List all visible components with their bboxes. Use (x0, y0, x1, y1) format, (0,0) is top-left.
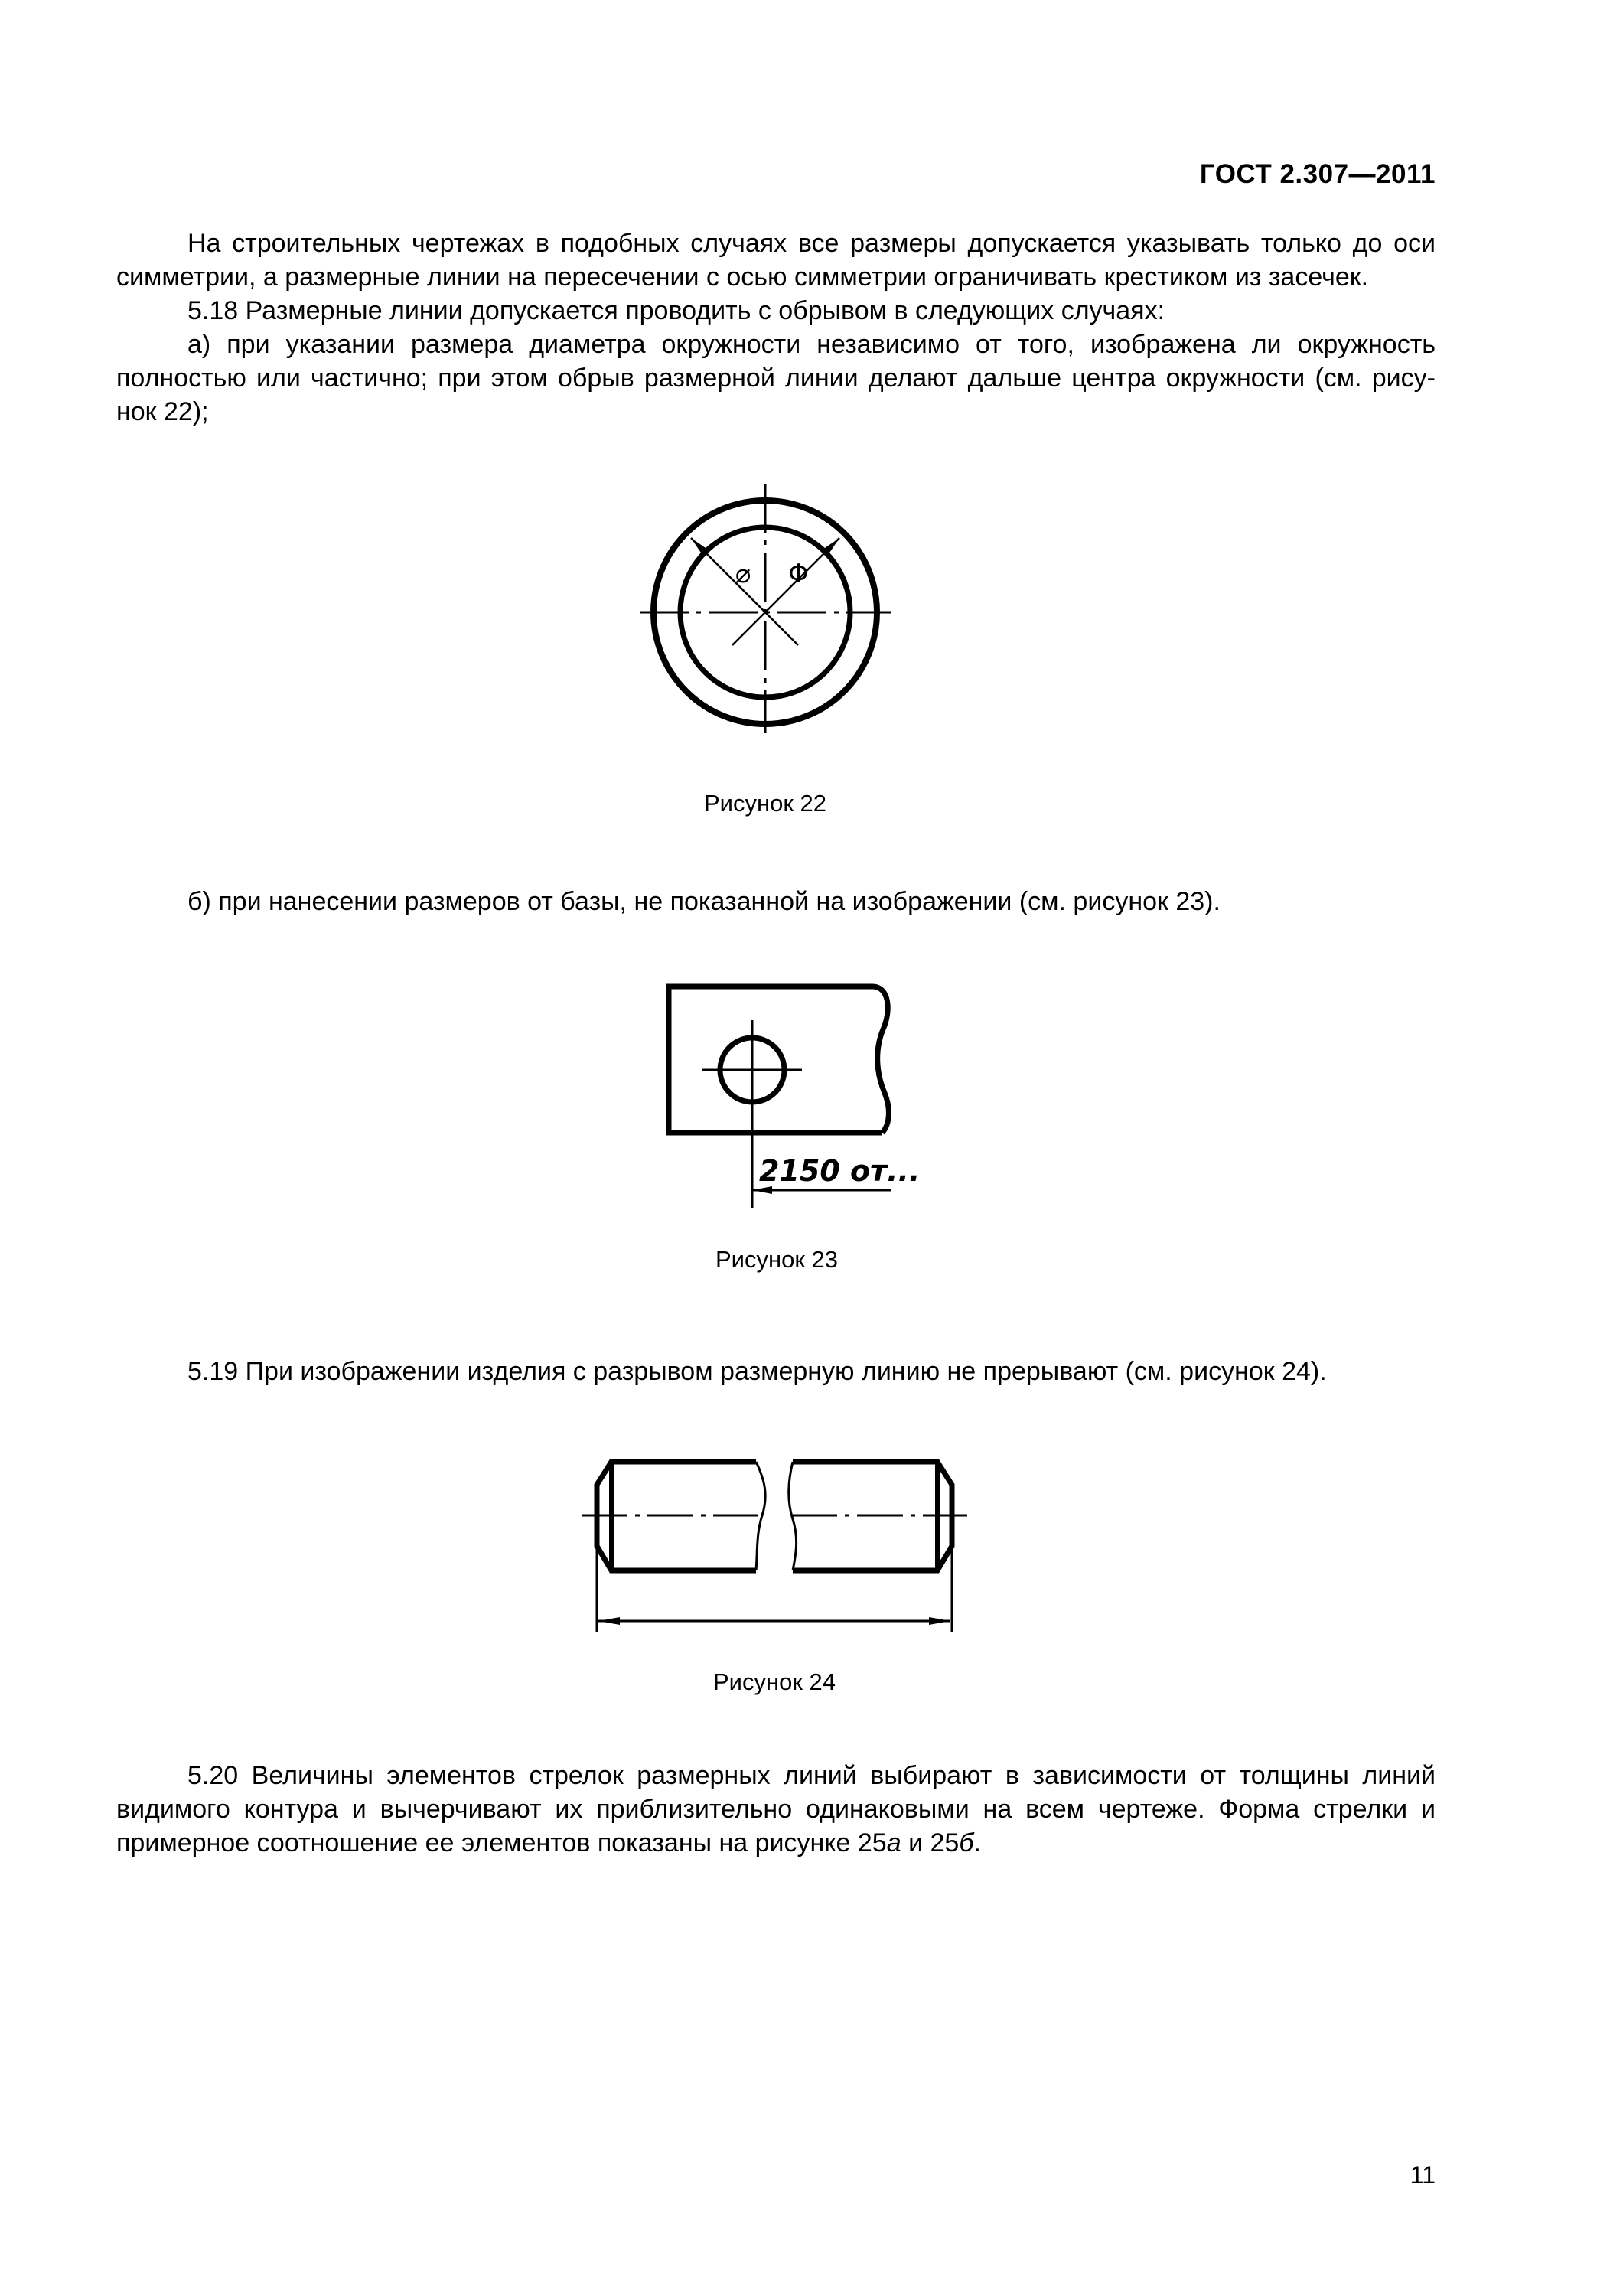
text-line: симметрии, а размерные линии на пересечении с осью симметрии ограничивать крестиком из засечек. (116, 263, 1369, 292)
document-header: ГОСТ 2.307—2011 (1199, 159, 1436, 189)
paragraph-b (116, 885, 1436, 918)
text-line: б) при нанесении размеров от базы, не показанной на изображении (см. рисунок 23). (187, 887, 1221, 916)
text-line: видимого контура и вычерчивают их приблизительно одинаковыми на всем чертеже. Форма стрелки и (116, 1795, 1436, 1824)
diameter-symbol: Φ (788, 559, 809, 589)
paragraph-5-18 (116, 294, 1436, 328)
paragraph-symmetry (116, 227, 1436, 294)
text-line: На строительных чертежах в подобных случаях все размеры допускается указывать только до оси (187, 229, 1436, 258)
text-line (116, 1826, 1436, 1860)
figure-22-caption: Рисунок 22 (703, 790, 826, 817)
text-line: 5.18 Размерные линии допускается проводить с обрывом в следующих случаях: (187, 296, 1165, 325)
text-segment: и 25 (901, 1828, 960, 1857)
dimension-value: 2150 от... (759, 1154, 921, 1188)
page-number: 11 (1410, 2161, 1436, 2189)
text-line: 5.20 Величины элементов стрелок размерных линий выбирают в зависимости от толщины линий (187, 1761, 1436, 1790)
text-line: 5.19 При изображении изделия с разрывом размерную линию не прерывают (см. рисунок 24). (187, 1357, 1327, 1386)
paragraph-a (116, 328, 1436, 429)
paragraph-5-20 (116, 1759, 1436, 1860)
figure-ref-a: а (886, 1828, 901, 1857)
figure-ref-b: б (959, 1828, 974, 1857)
text-line: нок 22); (116, 397, 209, 426)
figure-24-caption: Рисунок 24 (712, 1668, 836, 1695)
paragraph-5-19 (116, 1355, 1436, 1388)
text-segment: примерное соотношение ее элементов показаны на рисунке 25 (116, 1828, 887, 1857)
diameter-symbol: ⌀ (735, 559, 751, 589)
text-segment: . (973, 1828, 981, 1857)
text-line: а) при указании размера диаметра окружности независимо от того, изображена ли окружность (187, 330, 1436, 359)
figure-22-drawing (627, 475, 903, 750)
figure-23-caption: Рисунок 23 (715, 1246, 838, 1273)
figure-24-drawing (566, 1439, 979, 1645)
text-line: полностью или частично; при этом обрыв размерной линии делают дальше центра окружности (см. рису- (116, 364, 1436, 393)
